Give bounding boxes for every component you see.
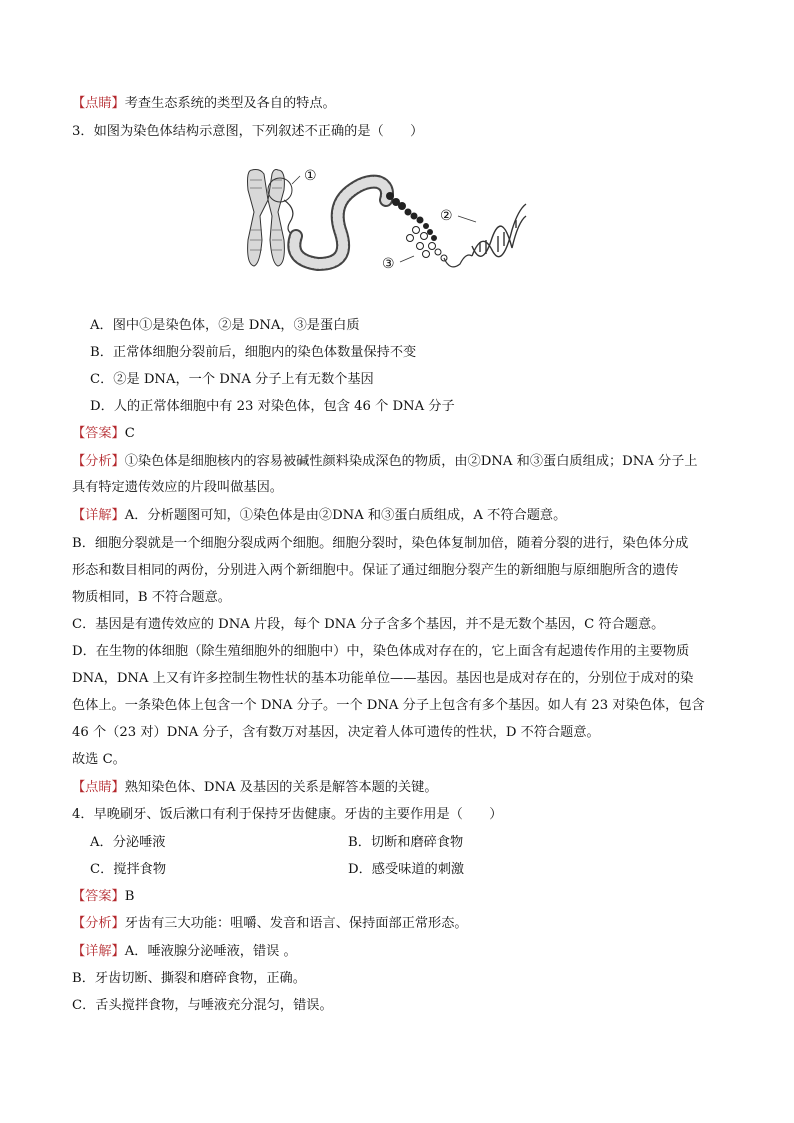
tag-key-point: 【点睛】 xyxy=(72,780,125,795)
dna-double-helix xyxy=(472,204,526,257)
tag-answer-2: 【答案】 xyxy=(72,889,125,904)
detail-line-q4-a xyxy=(72,942,297,962)
detail-line-b2: 形态和数目相同的两份，分别进入两个新细胞中。保证了通过细胞分裂产生的新细胞与原细胞所含的遗传 xyxy=(72,563,679,578)
q4-option-a: A．分泌唾液 xyxy=(90,835,166,850)
answer-line xyxy=(72,424,135,444)
detail-line-q4-b: B．牙齿切断、撕裂和磨碎食物，正确。 xyxy=(72,971,306,986)
q4-option-d: D．感受味道的刺激 xyxy=(348,862,465,877)
detail-line-q4-c: C．舌头搅拌食物，与唾液充分混匀，错误。 xyxy=(72,998,333,1013)
analysis-text-q4: 牙齿有三大功能：咀嚼、发音和语言、保持面部正常形态。 xyxy=(124,916,468,931)
answer-value-2: B xyxy=(124,889,135,904)
detail-text-a: A．分析题图可知，①染色体是由②DNA 和③蛋白质组成，A 不符合题意。 xyxy=(124,508,567,523)
tag-dianjing: 【点睛】 xyxy=(72,96,125,111)
key-point-text: 熟知染色体、DNA 及基因的关系是解答本题的关键。 xyxy=(124,780,438,795)
analysis-line-1 xyxy=(72,452,698,472)
tag-detail-2: 【详解】 xyxy=(72,944,125,959)
answer-line-2 xyxy=(72,887,134,907)
q3-option-b: B．正常体细胞分裂前后，细胞内的染色体数量保持不变 xyxy=(90,345,417,360)
detail-line-d4: 46 个（23 对）DNA 分子，含有数万对基因，决定着人体可遗传的性状，D 不符合题意。 xyxy=(72,725,600,740)
detail-text-q4-a: A．唾液腺分泌唾液，错误 。 xyxy=(124,944,297,959)
detail-line-d1: D．在生物的体细胞（除生殖细胞外的细胞中）中，染色体成对存在的，它上面含有起遗传作用的主要物质 xyxy=(72,644,690,659)
tag-analysis-2: 【分析】 xyxy=(72,916,125,931)
choice-line: 故选 C。 xyxy=(72,752,126,767)
q3-option-a: A．图中①是染色体，②是 DNA，③是蛋白质 xyxy=(90,318,360,333)
chromosome-shape xyxy=(248,170,285,267)
detail-line-c: C．基因是有遗传效应的 DNA 片段，每个 DNA 分子含多个基因，并不是无数个基因，C 符合题意。 xyxy=(72,617,665,632)
answer-value: C xyxy=(124,426,135,441)
tag-answer: 【答案】 xyxy=(72,426,125,441)
q4-option-c: C．搅拌食物 xyxy=(90,862,167,877)
note-text: 考查生态系统的类型及各自的特点。 xyxy=(124,96,336,111)
key-point-line xyxy=(72,778,438,798)
detail-line-a xyxy=(72,506,566,526)
q3-option-d: D．人的正常体细胞中有 23 对染色体，包含 46 个 DNA 分子 xyxy=(90,399,455,414)
chromosome-structure-figure xyxy=(240,160,530,275)
tag-detail: 【详解】 xyxy=(72,508,125,523)
question-4: 4．早晚刷牙、饭后漱口有利于保持牙齿健康。牙齿的主要作用是（ ） xyxy=(72,807,503,822)
tag-analysis: 【分析】 xyxy=(72,454,125,469)
question-3: 3．如图为染色体结构示意图，下列叙述不正确的是（ ） xyxy=(72,124,424,139)
analysis-line-q4 xyxy=(72,914,468,934)
label-1: ① xyxy=(304,168,317,184)
detail-line-d3: 色体上。一条染色体上包含一个 DNA 分子。一个 DNA 分子上包含有多个基因。如人有 23 对染色体，包含 xyxy=(72,698,705,713)
q4-option-b: B．切断和磨碎食物 xyxy=(348,835,464,850)
label-2: ② xyxy=(440,208,453,224)
note-line-1 xyxy=(72,94,336,114)
nucleosome-beads xyxy=(386,192,437,241)
analysis-text-1: ①染色体是细胞核内的容易被碱性颜料染成深色的物质，由②DNA 和③蛋白质组成；DNA 分子上 xyxy=(124,454,698,469)
analysis-line-2: 具有特定遗传效应的片段叫做基因。 xyxy=(72,480,283,495)
detail-line-d2: DNA，DNA 上又有许多控制生物性状的基本功能单位——基因。基因也是成对存在的，分别位于成对的染 xyxy=(72,671,694,686)
detail-line-b1: B．细胞分裂就是一个细胞分裂成两个细胞。细胞分裂时，染色体复制加倍，随着分裂的进行，染色体分成 xyxy=(72,536,689,551)
label-3: ③ xyxy=(382,256,395,272)
detail-line-b3: 物质相同，B 不符合题意。 xyxy=(72,590,231,605)
q3-option-c: C．②是 DNA，一个 DNA 分子上有无数个基因 xyxy=(90,372,374,387)
